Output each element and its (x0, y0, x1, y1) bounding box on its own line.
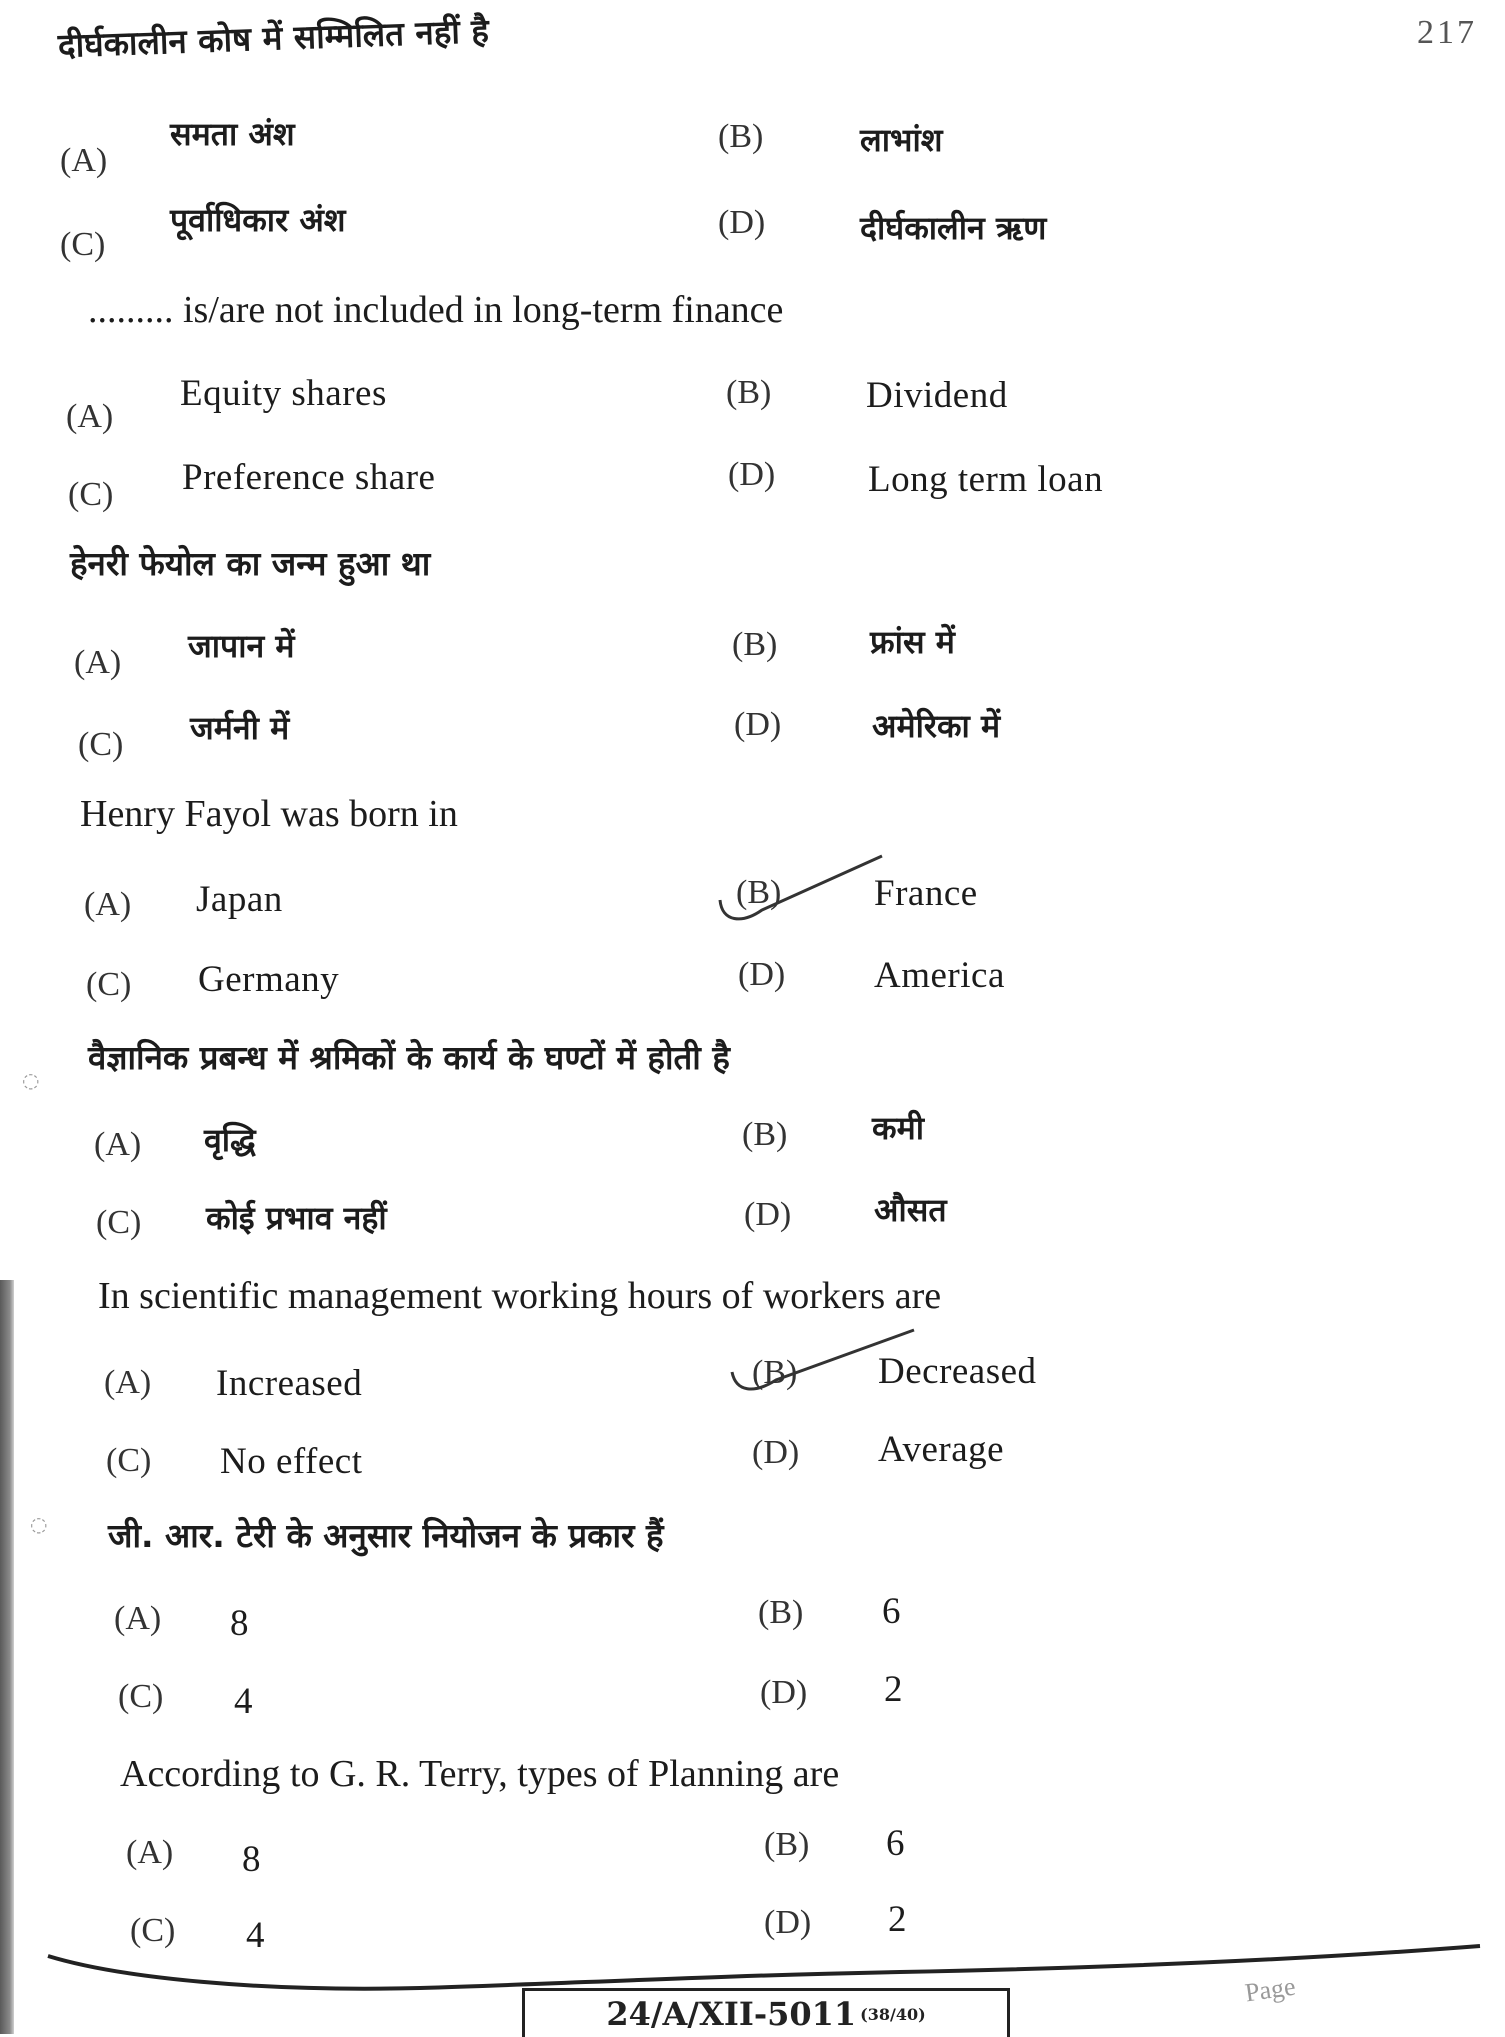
scan-edge-shadow (0, 1280, 14, 2034)
option-text: लाभांश (860, 121, 943, 159)
option-label: (D) (744, 1196, 792, 1233)
page-label: Page (1243, 1971, 1298, 2008)
option-label: (C) (78, 726, 124, 763)
option-label: (C) (96, 1204, 142, 1241)
option-label: (D) (728, 456, 776, 493)
option-label: (A) (114, 1600, 162, 1637)
option-text: जापान में (188, 627, 295, 665)
option-text: दीर्घकालीन ऋण (860, 209, 1047, 247)
option-text: कोई प्रभाव नहीं (206, 1199, 387, 1237)
option-text: 4 (246, 1915, 265, 1956)
option-text: Dividend (866, 375, 1008, 416)
option-label: (B) (742, 1116, 788, 1153)
option-text: कमी (872, 1109, 925, 1147)
option-text: 4 (234, 1681, 253, 1722)
option-text: 2 (884, 1669, 903, 1710)
option-text: No effect (220, 1441, 363, 1482)
option-label: (C) (86, 966, 132, 1003)
question-text: जी. आर. टेरी के अनुसार नियोजन के प्रकार हैं (108, 1516, 664, 1555)
option-label: (A) (66, 398, 114, 435)
option-label: (A) (60, 142, 108, 179)
option-label: (C) (118, 1678, 164, 1715)
option-text: जर्मनी में (190, 709, 290, 747)
option-label: (D) (718, 204, 766, 241)
option-text: Equity shares (180, 373, 387, 414)
option-text: वृद्धि (204, 1121, 256, 1159)
option-label: (A) (94, 1126, 142, 1163)
option-label: (D) (764, 1904, 812, 1941)
option-text: 6 (886, 1823, 905, 1864)
option-label: (B) (718, 118, 764, 155)
question-text: In scientific management working hours of workers are (98, 1275, 942, 1317)
option-label: (B) (752, 1354, 798, 1391)
option-label: (A) (104, 1364, 152, 1401)
option-label: (A) (74, 644, 122, 681)
option-label: (B) (732, 626, 778, 663)
option-label: (D) (738, 956, 786, 993)
paper-code-box (522, 1988, 1010, 2037)
paper-code: 24/A/XII-5011 (606, 1995, 857, 2033)
question-text: According to G. R. Terry, types of Planning are (120, 1753, 840, 1795)
option-text: औसत (874, 1191, 947, 1229)
option-text: Decreased (878, 1351, 1037, 1392)
option-label: (A) (84, 886, 132, 923)
option-label: (A) (126, 1834, 174, 1871)
question-text: ......... is/are not included in long-term finance (88, 289, 784, 331)
option-text: 8 (230, 1603, 249, 1644)
option-label: (C) (106, 1442, 152, 1479)
option-text: Japan (196, 879, 283, 920)
option-text: Long term loan (868, 459, 1104, 500)
question-text: हेनरी फेयोल का जन्म हुआ था (70, 544, 431, 583)
option-text: Preference share (182, 457, 436, 498)
question-text: Henry Fayol was born in (80, 793, 458, 835)
margin-mark: ◌ (22, 1068, 40, 1092)
option-text: Germany (198, 959, 340, 1000)
option-text: Increased (216, 1363, 363, 1404)
question-text: दीर्घकालीन कोष में सम्मिलित नहीं है (57, 10, 490, 65)
option-label: (B) (764, 1826, 810, 1863)
option-text: अमेरिका में (872, 707, 1001, 745)
option-text: France (874, 873, 978, 914)
paper-code-suffix: (38/40) (860, 2004, 926, 2024)
option-label: (D) (760, 1674, 808, 1711)
option-label: (B) (758, 1594, 804, 1631)
page-number: 217 (1417, 14, 1477, 51)
option-label: (D) (734, 706, 782, 743)
option-text: फ्रांस में (870, 623, 955, 661)
option-text: Average (878, 1429, 1005, 1470)
margin-mark: ◌ (30, 1512, 48, 1536)
option-text: 8 (242, 1839, 261, 1880)
option-label: (B) (736, 874, 782, 911)
option-text: America (874, 955, 1005, 996)
question-text: वैज्ञानिक प्रबन्ध में श्रमिकों के कार्य के घण्टों में होती है (88, 1038, 730, 1077)
option-text: पूर्वाधिकार अंश (170, 201, 346, 239)
option-label: (C) (68, 476, 114, 513)
option-text: 6 (882, 1591, 901, 1632)
option-label: (C) (60, 226, 106, 263)
option-label: (D) (752, 1434, 800, 1471)
option-text: समता अंश (170, 115, 295, 153)
option-label: (B) (726, 374, 772, 411)
option-label: (C) (130, 1912, 176, 1949)
option-text: 2 (888, 1899, 907, 1940)
